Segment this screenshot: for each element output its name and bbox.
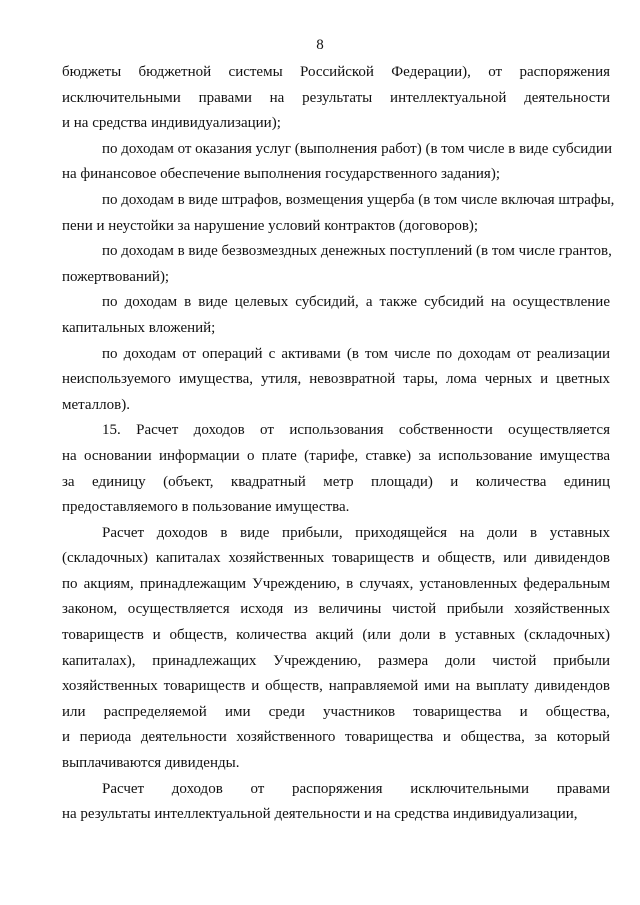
text-line: по доходам в виде штрафов, возмещения ущерба (в том числе включая штрафы, <box>102 191 615 208</box>
text-line: бюджеты бюджетной системы Российской Федерации), от распоряжения <box>62 64 610 80</box>
text-line: (складочных) капиталах хозяйственных товариществ и обществ, или дивидендов <box>62 550 610 567</box>
text-line: на результаты интеллектуальной деятельности и на средства индивидуализации, <box>62 806 578 823</box>
paragraph <box>62 342 610 419</box>
paragraph <box>62 418 610 520</box>
paragraph <box>62 60 610 137</box>
text-line: на основании информации о плате (тарифе, ставке) за использование имущества <box>62 447 610 464</box>
text-line: Расчет доходов в виде прибыли, приходящейся на доли в уставных <box>102 524 610 541</box>
text-line: за единицу (объект, квадратный метр площади) и количества единиц <box>62 473 610 490</box>
text-line: товариществ и обществ, количества акций (или доли в уставных (складочных) <box>62 627 610 644</box>
text-line: хозяйственных товариществ и обществ, направляемой ими на выплату дивидендов <box>62 678 610 695</box>
text-line: металлов). <box>62 396 130 413</box>
text-line: капитальных вложений; <box>62 319 216 336</box>
document-body <box>62 60 615 828</box>
text-line: и на средства индивидуализации); <box>62 115 281 132</box>
text-line: по доходам от оказания услуг (выполнения работ) (в том числе в виде субсидии <box>102 140 612 157</box>
paragraph <box>62 777 610 828</box>
text-line: 15. Расчет доходов от использования собственности осуществляется <box>102 422 610 439</box>
text-line: и периода деятельности хозяйственного товарищества и общества, за который <box>62 729 610 746</box>
text-line: или распределяемой ими среди участников товарищества и общества, <box>62 703 610 720</box>
text-line: исключительными правами на результаты интеллектуальной деятельности <box>62 89 610 106</box>
text-line: по доходам в виде безвозмездных денежных поступлений (в том числе грантов, <box>102 243 612 260</box>
paragraph <box>62 239 610 290</box>
text-line: на финансовое обеспечение выполнения государственного задания); <box>62 166 500 183</box>
page-number: 8 <box>316 37 324 53</box>
text-line: капиталах), принадлежащих Учреждению, размера доли чистой прибыли <box>62 652 610 669</box>
text-line: Расчет доходов от распоряжения исключительными правами <box>102 780 610 797</box>
text-line: по акциям, принадлежащим Учреждению, в случаях, установленных федеральным <box>62 575 610 592</box>
paragraph <box>62 290 610 341</box>
text-line: пожертвований); <box>62 268 170 285</box>
text-line: неиспользуемого имущества, утиля, невозвратной тары, лома черных и цветных <box>62 371 610 388</box>
text-line: выплачиваются дивиденды. <box>62 755 240 772</box>
paragraph <box>62 137 610 188</box>
paragraph <box>62 188 615 239</box>
text-line: законом, осуществляется исходя из величины чистой прибыли хозяйственных <box>62 601 610 618</box>
paragraph <box>62 521 610 777</box>
text-line: по доходам от операций с активами (в том числе по доходам от реализации <box>102 345 610 362</box>
text-line: предоставляемого в пользование имущества. <box>62 499 350 516</box>
text-line: пени и неустойки за нарушение условий контрактов (договоров); <box>62 217 479 234</box>
text-line: по доходам в виде целевых субсидий, а также субсидий на осуществление <box>102 294 610 311</box>
